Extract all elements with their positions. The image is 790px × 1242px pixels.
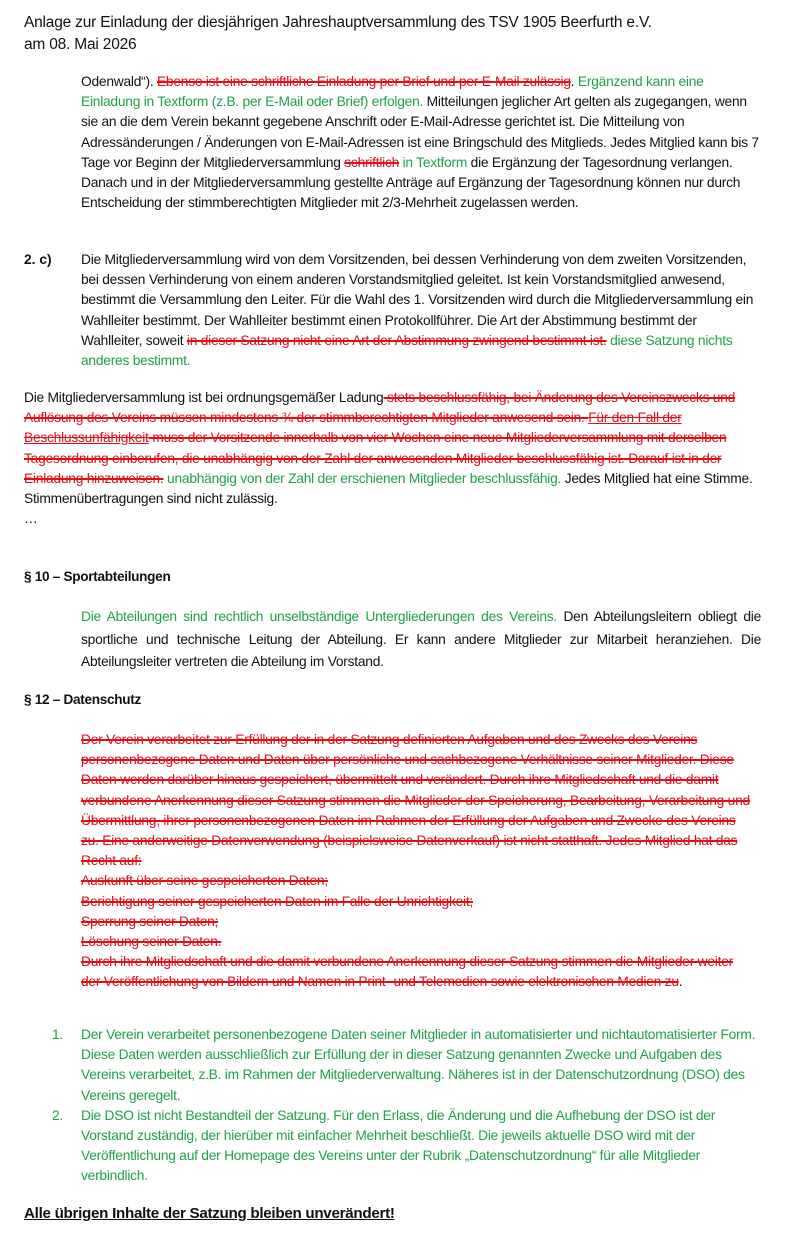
deleted-text: Ebenso ist eine schriftliche Einladung per Brief und per E-Mail zulässig — [156, 74, 571, 89]
section-number: 2. c) — [24, 252, 52, 267]
ellipsis: … — [24, 511, 38, 527]
header-date: am 08. Mai 2026 — [24, 36, 137, 53]
section-heading-12: § 12 – Datenschutz — [24, 692, 141, 707]
footer-note: Alle übrigen Inhalte der Satzung bleiben unverändert! — [24, 1205, 395, 1222]
list-item — [52, 1025, 764, 1106]
document-header — [24, 12, 652, 56]
deleted-datenschutz-block: Der Verein verarbeitet zur Erfüllung der in der Satzung definierten Aufgaben und des Zwecks des Vereins personenbezogene Daten und Daten über persönliche und sachbezogene Verhältnisse seiner Mitglieder. Diese Daten werden darüber hinaus gespeichert, übermittelt und verändert. Durch ihre Mitgliedschaft und die damit verbundene Anerkennung dieser Satzung stimmen die Mitglieder der Speicherung, Bearbeitung, Verarbeitung und Übermittlung, ihrer personenbezogenen Daten im Rahmen der Erfüllung der Aufgaben und Zwecke des Vereins zu. Eine anderweitige Datenverwendung (beispielsweise Datenverkauf) ist nicht statthaft. Jedes Mitglied hat das Recht auf: Auskunft über seine gespeicherten Daten; Berichtigung seiner gespeicherten Daten im Falle der Unrichtigkeit; Sperrung seiner Daten; Löschung seiner Daten. Durch ihre Mitgliedschaft und die damit verbundene Anerkennung dieser Satzung stimmen die Mitglieder weiter der Veröffentlichung von Bildern und Namen in Print- und Telemedien sowie elektronischen Medien zu. — [81, 730, 753, 993]
paragraph-2c: Die Mitgliederversammlung wird von dem Vorsitzenden, bei dessen Verhinderung von dem zweiten Vorsitzenden, bei dessen Verhinderung von einem anderen Vorstandsmitglied geleitet. Ist kein Vorstandsmitglied anwesend, bestimmt die Versammlung den Leiter. Für die Wahl des 1. Vorsitzenden wird durch die Mitgliederversammlung ein Wahlleiter bestimmt. Der Wahlleiter bestimmt einen Protokollführer. Die Art der Abstimmung bestimmt der Wahlleiter, soweit in dieser Satzung nicht eine Art der Abstimmung zwingend bestimmt ist. diese Satzung nichts anderes bestimmt. — [81, 252, 754, 369]
deleted-text: schriftlich — [344, 154, 400, 170]
list-number: 1. — [52, 1027, 64, 1042]
deleted-paragraph: Durch ihre Mitgliedschaft und die damit verbundene Anerkennung dieser Satzung stimmen die Mitglieder weiter der Veröffentlichung von Bildern und Namen in Print- und Telemedien sowie elektronischen Medien zu — [81, 954, 733, 990]
section-heading-10: § 10 – Sportabteilungen — [24, 569, 171, 584]
paragraph-quorum: Die Mitgliederversammlung ist bei ordnungsgemäßer Ladung stets beschlussfähig, bei Änderung des Vereinszwecks und Auflösung des Vereins müssen mindestens ¾ der stimmberechtigten Mitglieder anwesend sein. Für den Fall der Beschlussunfähigkeit muss der Vorsitzende innerhalb von vier Wochen eine neue Mitgliederversammlung mit derselben Tagesordnung einberufen, die unabhängig von der Zahl der anwesenden Mitglieder beschlussfähig ist. Darauf ist in der Einladung hinzuweisen. unabhängig von der Zahl der erschienen Mitglieder beschlussfähig. Jedes Mitglied hat eine Stimme. Stimmenübertragungen sind nicht zulässig. … — [24, 388, 764, 529]
deleted-text: muss der Vorsitzende innerhalb von vier Wochen eine neue Mitgliederversammlung mit derselben Tagesordnung einberufen, die unabhängig von der Zahl der anwesenden Mitglieder beschlussfähig ist. Darauf ist in der Einladung hinzuweisen. — [24, 430, 727, 486]
inserted-text: diese Satzung nichts anderes bestimmt. — [81, 332, 733, 369]
paragraph-invitation: Odenwald“). Ebenso ist eine schriftliche Einladung per Brief und per E-Mail zulässig. Ergänzend kann eine Einladung in Textform (z.B. per E-Mail oder Brief) erfolgen. Mitteilungen jeglicher Art gelten als zugegangen, wenn sie an die dem Verein bekannt gegebene Anschrift oder E-Mail-Adresse gerichtet ist. Die Mitteilung von Adressänderungen / Änderungen von E-Mail-Adressen ist eine Bringschuld des Mitglieds. Jedes Mitglied kann bis 7 Tage vor Beginn der Mitgliederversammlung schriftlich in Textform die Ergänzung der Tagesordnung verlangen. Danach und in der Mitgliederversammlung gestellte Anträge auf Ergänzung der Tagesordnung können nur durch Entscheidung der stimmberechtigten Mitglieder mit 2/3-Mehrheit zugelassen werden. — [81, 74, 759, 211]
list-text: Der Verein verarbeitet personenbezogene Daten seiner Mitglieder in automatisierter und nichtautomatisierter Form. Diese Daten werden ausschließlich zur Erfüllung der in dieser Satzung genannten Zwecke und Aufgaben des Vereins verarbeitet, z.B. im Rahmen der Mitgliederverwaltung. Näheres ist in der Datenschutzordnung (DSO) des Vereins geregelt. — [81, 1027, 756, 1103]
list-number: 2. — [52, 1107, 64, 1123]
deleted-underlined-text: Für den Fall der Beschlussunfähigkeit — [24, 410, 682, 446]
deleted-text: stets beschlussfähig, bei Änderung des Vereinszwecks und Auflösung des Vereins müssen mindestens ¾ der stimmberechtigten Mitglieder anwesend sein. — [24, 390, 736, 426]
datenschutz-new-list — [52, 1025, 764, 1187]
deleted-right-item: Sperrung seiner Daten; — [81, 913, 219, 929]
inserted-text: in Textform — [399, 154, 468, 170]
inserted-text: Ergänzend kann eine Einladung in Textform (z.B. per E-Mail oder Brief) erfolgen. — [81, 74, 704, 110]
inserted-text: unabhängig von der Zahl der erschienen Mitglieder beschlussfähig. — [163, 470, 562, 486]
list-text: Die DSO ist nicht Bestandteil der Satzung. Für den Erlass, die Änderung und die Aufhebung der DSO ist der Vorstand zuständig, der hierüber mit einfacher Mehrheit beschließt. Die jeweils aktuelle DSO wird mit der Veröffentlichung auf der Homepage des Vereins unter der Rubrik „Datenschutzordnung“ für alle Mitglieder verbindlich. — [81, 1107, 716, 1184]
paragraph-sportabteilungen: Die Abteilungen sind rechtlich unselbständige Untergliederungen des Vereins. Den Abteilungsleitern obliegt die sportliche und technische Leitung der Abteilung. Er kann andere Mitglieder zur Mitarbeit heranziehen. Die Abteilungsleiter vertreten die Abteilung im Vorstand. — [81, 609, 761, 669]
header-title: Anlage zur Einladung der diesjährigen Jahreshauptversammlung des TSV 1905 Beerfurth e.V. — [24, 14, 652, 31]
deleted-text: in dieser Satzung nicht eine Art der Abstimmung zwingend bestimmt ist. — [186, 332, 607, 348]
deleted-right-item: Berichtigung seiner gespeicherten Daten im Falle der Unrichtigkeit; — [81, 893, 473, 909]
list-item — [52, 1106, 764, 1187]
deleted-right-item: Auskunft über seine gespeicherten Daten; — [81, 873, 328, 889]
deleted-paragraph: Der Verein verarbeitet zur Erfüllung der in der Satzung definierten Aufgaben und des Zwecks des Vereins personenbezogene Daten und Daten über persönliche und sachbezogene Verhältnisse seiner Mitglieder. Diese Daten werden darüber hinaus gespeichert, übermittelt und verändert. Durch ihre Mitgliedschaft und die damit verbundene Anerkennung dieser Satzung stimmen die Mitglieder der Speicherung, Bearbeitung, Verarbeitung und Übermittlung, ihrer personenbezogenen Daten im Rahmen der Erfüllung der Aufgaben und Zwecke des Vereins zu. Eine anderweitige Datenverwendung (beispielsweise Datenverkauf) ist nicht statthaft. Jedes Mitglied hat das Recht auf: — [81, 732, 750, 869]
deleted-right-item: Löschung seiner Daten. — [81, 934, 222, 950]
inserted-text: Die Abteilungen sind rechtlich unselbständige Untergliederungen des Vereins. — [81, 609, 557, 624]
